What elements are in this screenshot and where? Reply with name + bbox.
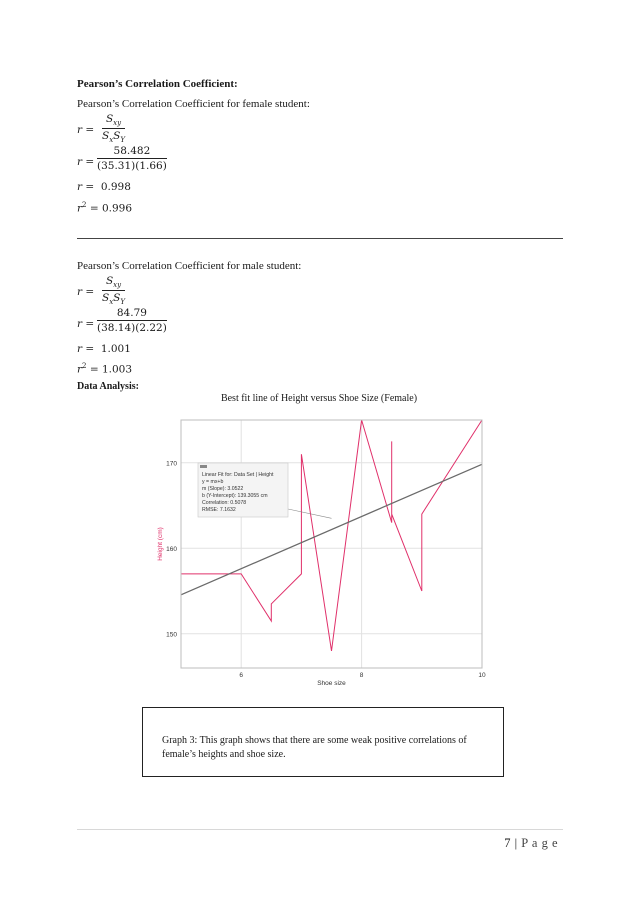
chart-container xyxy=(148,413,490,687)
x-tick-label: 6 xyxy=(239,672,244,679)
annotation-handle-icon xyxy=(200,465,207,468)
page-label: P a g e xyxy=(521,836,558,850)
annotation-line: RMSE: 7.1632 xyxy=(202,507,236,513)
male-r-value: 1.001 xyxy=(100,343,131,355)
male-substitution-r: r = xyxy=(77,318,95,330)
page-separator: | xyxy=(511,836,522,850)
section-divider xyxy=(77,238,563,239)
female-formula-r: r = xyxy=(77,124,95,136)
caption-line-1: Graph 3: This graph shows that there are some weak positive correlations of xyxy=(162,735,467,746)
female-denominator: (35.31)(1.66) xyxy=(97,160,167,172)
male-r-result: r = 1.001 xyxy=(77,343,131,355)
male-subheading: Pearson’s Correlation Coefficient for male student: xyxy=(77,260,302,272)
y-axis-label: Height (cm) xyxy=(157,527,164,561)
annotation-line: m (Slope): 3.0522 xyxy=(202,486,244,492)
male-substitution-fraction xyxy=(97,307,167,334)
page-number: 7 xyxy=(504,836,512,850)
female-r-result: r = 0.998 xyxy=(77,181,131,193)
caption-line-2: female’s heights and shoe size. xyxy=(162,749,286,760)
x-tick-label: 8 xyxy=(359,672,364,679)
male-formula-r: r = xyxy=(77,286,95,298)
female-numerator: 58.482 xyxy=(113,145,151,157)
x-axis-label: Shoe size xyxy=(317,680,346,687)
chart-background xyxy=(148,413,490,687)
y-tick-label: 170 xyxy=(166,460,177,468)
page-footer xyxy=(504,836,558,851)
annotation-line: y = mx+b xyxy=(202,479,224,485)
chart-title: Best fit line of Height versus Shoe Size (Female) xyxy=(220,393,418,404)
height-vs-shoe-size-chart xyxy=(148,413,490,687)
female-subheading: Pearson’s Correlation Coefficient for female student: xyxy=(77,98,310,110)
annotation-line: Linear Fit for: Data Set | Height xyxy=(202,472,274,478)
female-r2-value: 0.996 xyxy=(101,202,133,215)
female-r-value: 0.998 xyxy=(100,181,131,193)
data-analysis-heading: Data Analysis: xyxy=(77,381,139,392)
annotation-line: Correlation: 0.5078 xyxy=(202,500,247,506)
male-r2-value: 1.003 xyxy=(101,363,133,376)
section-heading: Pearson’s Correlation Coefficient: xyxy=(77,78,238,90)
male-denominator: (38.14)(2.22) xyxy=(97,322,167,334)
footer-rule xyxy=(77,829,563,830)
y-tick-label: 150 xyxy=(166,631,177,639)
x-tick-label: 10 xyxy=(478,672,486,679)
female-substitution-fraction xyxy=(97,145,167,172)
female-substitution-r: r = xyxy=(77,156,95,168)
annotation-line: b (Y-Intercept): 139.3055 cm xyxy=(202,493,268,499)
female-formula-fraction: $S_{xy}$ $S_xS_Y$ xyxy=(102,113,125,145)
male-formula-fraction: $S_{xy}$ $S_xS_Y$ xyxy=(102,275,125,307)
female-r2-result: $r^2 = 0.996$ xyxy=(77,201,133,215)
caption-text xyxy=(162,734,492,762)
y-tick-label: 160 xyxy=(166,545,177,553)
male-r2-result: $r^2 = 1.003$ xyxy=(77,362,133,376)
caption-box xyxy=(142,707,504,777)
male-numerator: 84.79 xyxy=(116,307,147,319)
